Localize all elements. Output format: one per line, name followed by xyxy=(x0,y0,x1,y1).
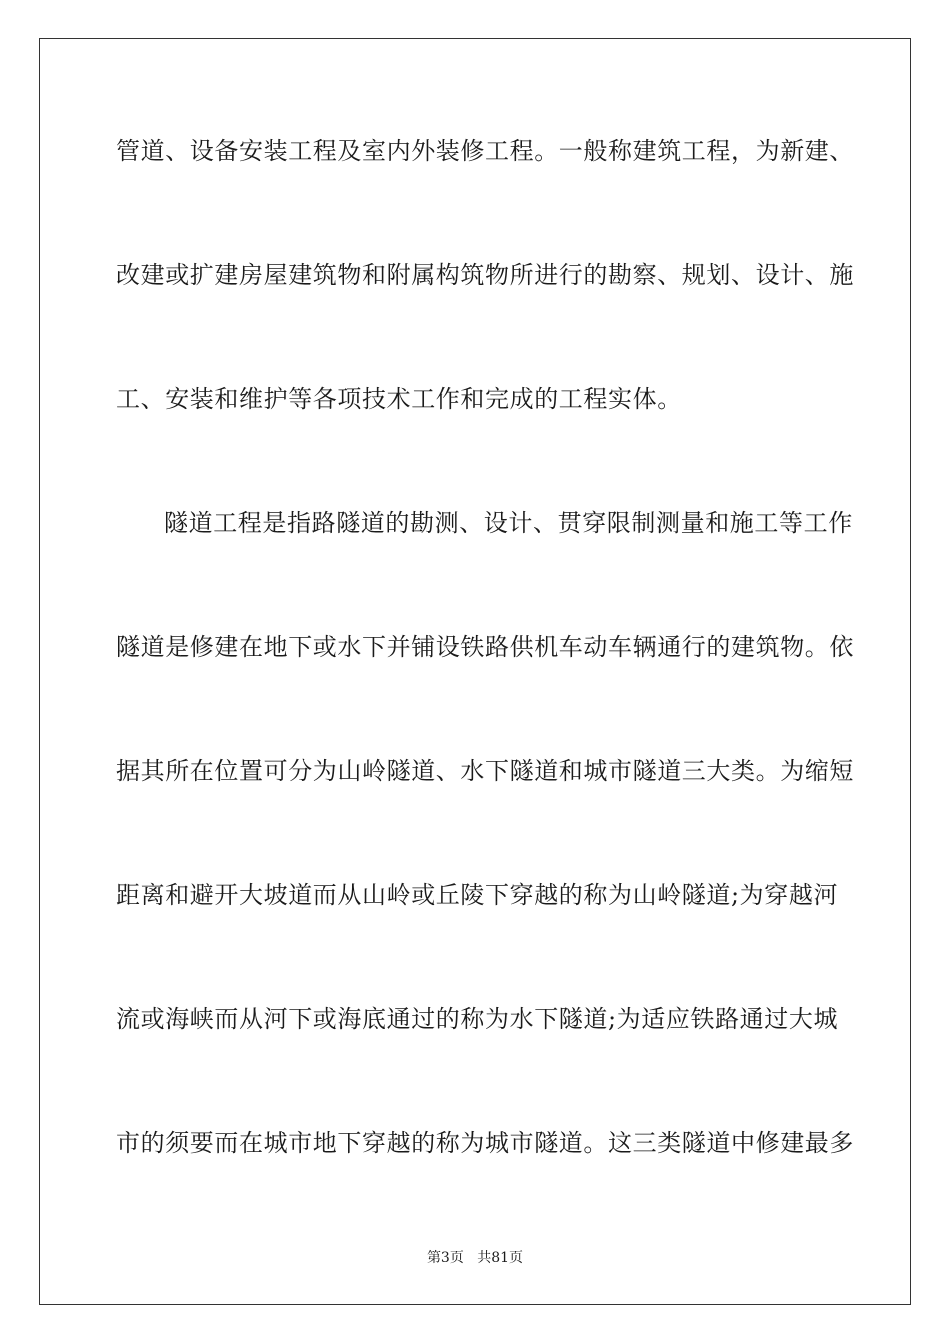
text-line: 流或海峡而从河下或海底通过的称为水下隧道;为适应铁路通过大城 xyxy=(116,1005,839,1033)
text-line: 距离和避开大坡道而从山岭或丘陵下穿越的称为山岭隧道;为穿越河 xyxy=(116,881,839,909)
text-line: 市的须要而在城市地下穿越的称为城市隧道。这三类隧道中修建最多 xyxy=(116,1129,854,1157)
text-line: 工、安装和维护等各项技术工作和完成的工程实体。 xyxy=(116,385,682,413)
page-number: 第3页 xyxy=(426,1250,464,1266)
text-line: 管道、设备安装工程及室内外装修工程。一般称建筑工程，为新建、 xyxy=(116,137,854,165)
paragraph-first-line: 隧道工程是指路隧道的勘测、设计、贯穿限制测量和施工等工作 xyxy=(164,509,853,537)
text-line: 隧道是修建在地下或水下并铺设铁路供机车动车辆通行的建筑物。依 xyxy=(116,633,854,661)
total-pages: 共81页 xyxy=(477,1250,524,1266)
page-footer xyxy=(0,1249,950,1267)
text-line: 据其所在位置可分为山岭隧道、水下隧道和城市隧道三大类。为缩短 xyxy=(116,757,854,785)
text-line: 改建或扩建房屋建筑物和附属构筑物所进行的勘察、规划、设计、施 xyxy=(116,261,854,289)
page-border xyxy=(39,38,911,1305)
